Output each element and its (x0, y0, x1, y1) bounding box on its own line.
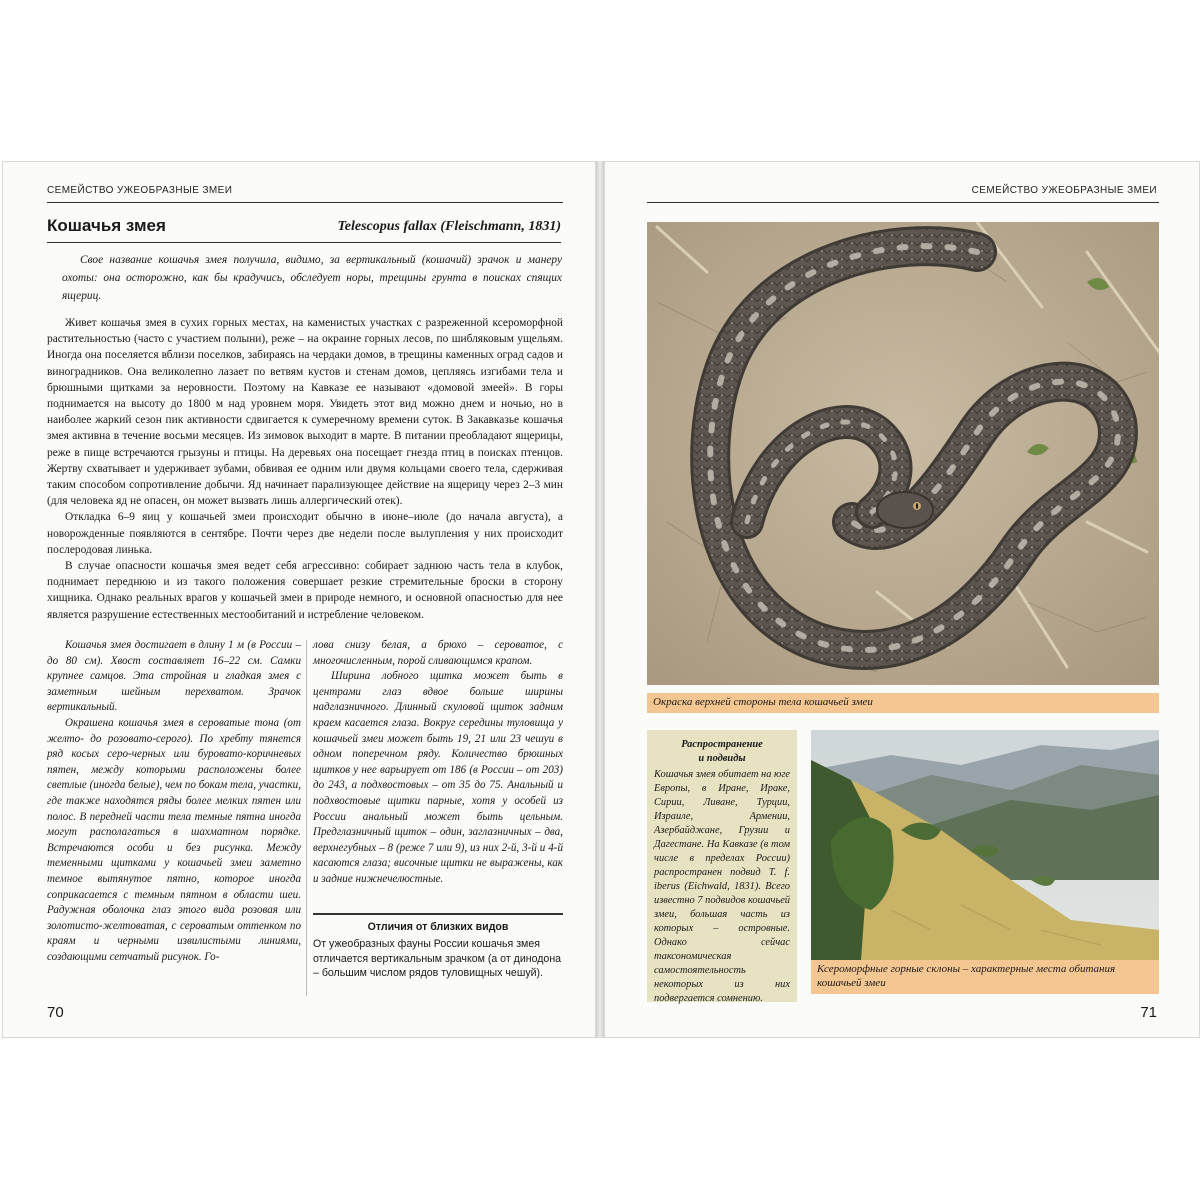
differences-title: Отличия от близких видов (367, 921, 509, 933)
landscape-illustration (811, 730, 1159, 960)
distribution-sidebar (647, 730, 797, 1002)
species-name: Кошачья змея (47, 216, 166, 235)
sidebar-text: Кошачья змея обитает на юге Европы, в Иране, Ираке, Сирии, Ливане, Турции, Израиле, Армении, Азербайджане, Грузии и Дагестане. На Кавказе (в том числе в пределах России) распространен подвид T. f. iberus (Eichwald, 1831). Всего известно 7 подвидов кошачьей змеи, большая часть из которых – островные. Однако сейчас таксономическая самостоятельность некоторых из них подвергается сомнению. (654, 769, 791, 1004)
photo-caption-bottom: Ксероморфные горные склоны – характерные места обитания кошачьей змеи (811, 960, 1159, 994)
book-gutter (596, 161, 604, 1038)
species-title-bar (47, 206, 561, 243)
description-paragraph: Ширина лобного щитка может быть в центрами глаз вдвое больше ширины надглазничного. Длинный скуловой щиток задним краем касается глаза. Вокруг середины туловища у кошачьей змеи может быть 19, 21 или 23 чешуи в одном поперечном ряду. Количество брюшных щитков у нее варьирует от 186 (в России – от 203) до 243, а подхвостовых – от 35 до 75. Анальный и подхвостовые щитки парные, хотя у особей из России анальный может быть цельным. Предглазничный щиток – один, заглазничных – два, верхнегубных – 8 (реже 7 или 9), из них 2-й, 3-й и 4-й касаются глаза; височные щитки не выражены, как и задние нижнечелюстные. (313, 670, 563, 885)
latin-name: Telescopus fallax (Fleischmann, 1831) (337, 219, 561, 234)
differences-text: От ужеобразных фауны России кошачья змея отличается вертикальным зрачком (а от динодона – большим числом рядов туловищных чешуй). (313, 937, 562, 980)
left-page (2, 161, 596, 1038)
page-number: 70 (47, 1004, 64, 1021)
intro-paragraph (62, 251, 562, 305)
description-column-left (47, 638, 301, 965)
description-column-right (313, 638, 563, 888)
page-number: 71 (1140, 1004, 1157, 1021)
running-head: СЕМЕЙСТВО УЖЕОБРАЗНЫЕ ЗМЕИ (971, 185, 1157, 196)
sidebar-title-line: Распространение (681, 739, 763, 750)
photo-caption-top: Окраска верхней стороны тела кошачьей змеи (647, 693, 1159, 713)
body-paragraph: Откладка 6–9 яиц у кошачьей змеи происходит обычно в июне–июле (до начала августа), а новорожденные появляются в сентябре. Почти через две недели после вылупления у них происходит послеродовая линька. (47, 511, 563, 556)
landscape-photo (811, 730, 1159, 960)
header-rule (647, 202, 1159, 203)
sidebar-title (654, 738, 790, 766)
snake-illustration (647, 222, 1159, 685)
snake-photo (647, 222, 1159, 685)
description-paragraph: Окрашена кошачья змея в сероватые тона (от желто- до розовато-серого). По хребту тянется ряд косых серо-черных или буровато-коричневых пятен, между которыми расположены более светлые (иногда белые), чем по бокам тела, участки, где также находятся ряды более мелких пятен или полос. В передней части тела темные пятна иногда могут располагаться в шахматном порядке. Встречаются особи и без рисунка. Между теменными щитками у кошачьей змеи заметно темное вытянутое пятно, которое иногда соприкасается с темным пятном в области шеи. Радужная оболочка глаз этого вида розовая или золотисто-желтоватая, с сероватым оттенком по краям и черными извилистыми линиями, создающими сетчатый рисунок. Го- (47, 716, 301, 963)
header-rule (47, 202, 563, 203)
description-paragraph: лова снизу белая, а брюхо – сероватое, с многочисленным, порой сливающимся крапом. (313, 639, 563, 667)
sidebar-title-line: и подвиды (698, 753, 746, 764)
body-paragraph: В случае опасности кошачья змея ведет себя агрессивно: собирает заднюю часть тела в клубок, поднимает переднюю и из такого положения совершает резкие стремительные броски в сторону хищника. Однако реальных врагов у кошачьей змеи в природе немного, и основной опасностью для нее является разрушение естественных местообитаний и истребление человеком. (47, 560, 563, 621)
right-page (604, 161, 1200, 1038)
running-head: СЕМЕЙСТВО УЖЕОБРАЗНЫЕ ЗМЕИ (47, 185, 233, 196)
column-divider (306, 640, 307, 996)
intro-text: Свое название кошачья змея получила, видимо, за вертикальный (кошачий) зрачок и манеру охоты: она осторожно, как бы крадучись, обследует норы, трещины грунта в поисках спящих ящериц. (62, 254, 562, 302)
body-paragraph: Живет кошачья змея в сухих горных местах, на каменистых участках с разреженной ксероморфной растительностью (часто с участием полыни), реже – на окраине горных лесов, по шибляковым ущельям. Иногда она поселяется вблизи поселков, забираясь на чердаки домов, в трещины каменных оград садов и виноградников. Она великолепно лазает по ветвям кустов и стенам домов, цепляясь изгибами тела и брюшными щитками за неровности. Поэтому на Кавказе ее называют «домовой змеей». В горы поднимается на высоту до 1800 м над уровнем моря. Увидеть этот вид можно днем и ночью, но в наиболее жаркий сезон пик активности сдвигается к сумеречному времени суток. В Закавказье кошачья змея активна в течение восьми месяцев. Из зимовок выходит в марте. В питании преобладают ящерицы, реже в пище встречаются грызуны и птицы. На деревьях она посещает гнезда птиц в поисках птенцов. Жертву схватывает и удерживает зубами, обвивая ее одним или двумя кольцами своего тела, сдерживая таким способом сопротивление добычи. Яд начинает парализующее действие на ящерицу через 2–3 мин (для человека яд не опасен, он может вызвать лишь аллергический отек). (47, 317, 563, 508)
main-body-text (47, 315, 563, 623)
differences-box (313, 913, 563, 981)
description-paragraph: Кошачья змея достигает в длину 1 м (в России – до 80 см). Хвост составляет 16–22 см. Самки крупнее самцов. Эта стройная и гладкая змея с заметным шейным перехватом. Зрачок вертикальный. (47, 639, 301, 714)
